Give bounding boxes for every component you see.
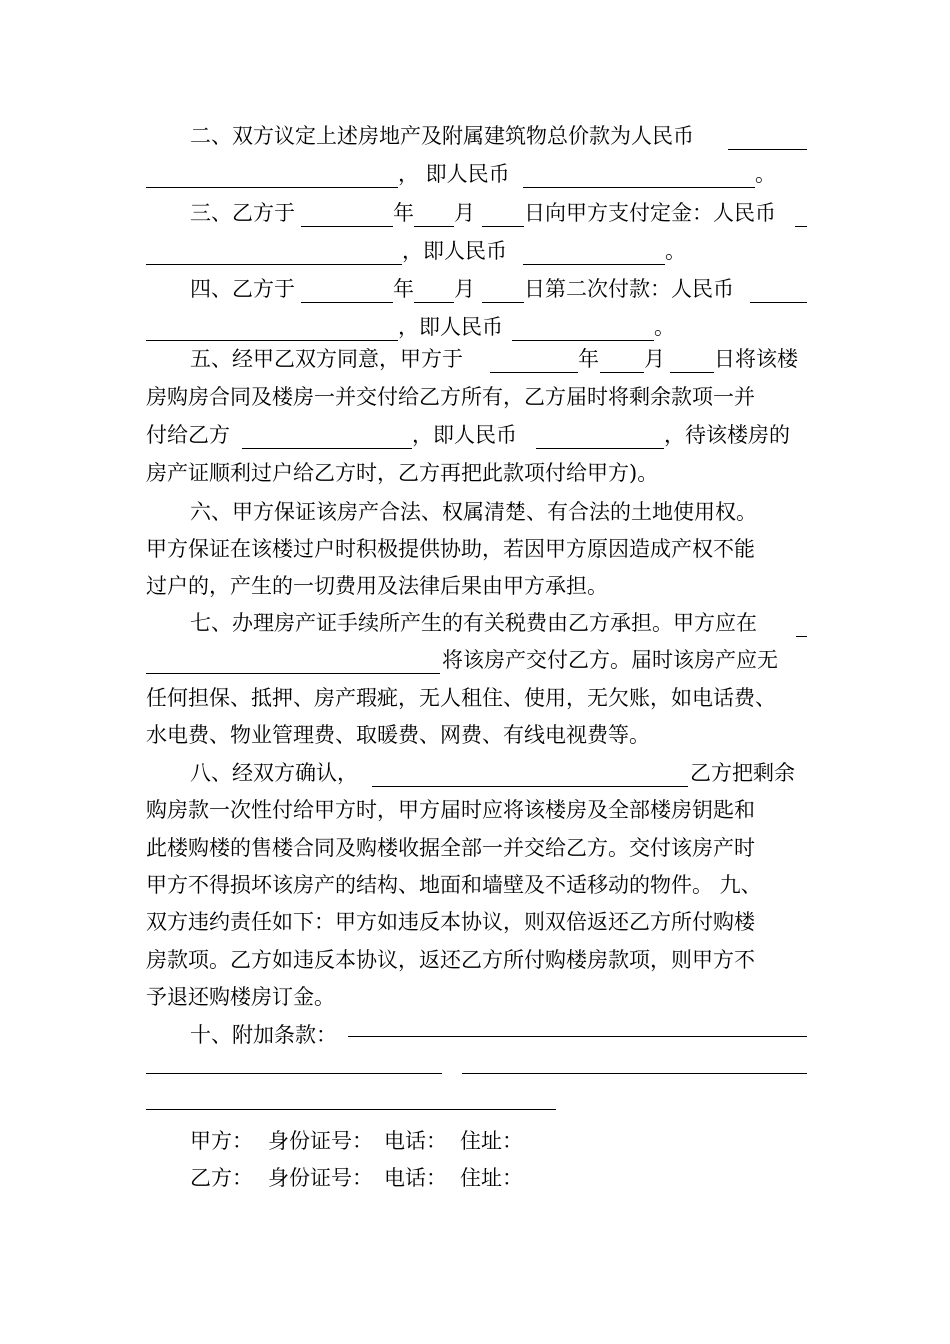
additional-terms-label: 十、附加条款： bbox=[190, 1023, 337, 1047]
year-label: 年 bbox=[393, 201, 414, 225]
price-blank bbox=[728, 149, 807, 150]
clause-8-text: 八、经双方确认， bbox=[190, 761, 358, 785]
clause-5-text-2: 日将该楼 bbox=[714, 347, 798, 371]
clause-8-line-4: 甲方不得损坏该房产的结构、地面和墙壁及不适移动的物件。 九、 bbox=[146, 873, 762, 897]
signature-row-party-b bbox=[0, 1159, 950, 1197]
address-label: 住址： bbox=[460, 1129, 523, 1153]
confirm-blank bbox=[372, 786, 688, 787]
day-blank bbox=[482, 226, 524, 227]
month-label: 月 bbox=[454, 277, 475, 301]
month-blank bbox=[600, 372, 644, 373]
month-label: 月 bbox=[454, 201, 475, 225]
clause-5-line-2: 房购房合同及楼房一并交付给乙方所有，乙方届时将剩余款项一并 bbox=[146, 385, 755, 409]
month-label: 月 bbox=[644, 347, 665, 371]
day-blank bbox=[482, 302, 524, 303]
clause-2-line-1: 二、双方议定上述房地产及附属建筑物总价款为人民币 bbox=[190, 124, 694, 148]
phone-label: 电话： bbox=[384, 1166, 447, 1190]
deposit-blank bbox=[795, 226, 807, 227]
clause-6-line-1: 六、甲方保证该房产合法、权属清楚、有合法的土地使用权。 bbox=[190, 500, 757, 524]
month-blank bbox=[414, 226, 454, 227]
rmb-blank bbox=[523, 264, 665, 265]
month-blank bbox=[414, 302, 454, 303]
deposit-blank-cont bbox=[146, 264, 402, 265]
clause-3-end: 。 bbox=[665, 239, 686, 263]
address-label: 住址： bbox=[460, 1166, 523, 1190]
additional-terms-blank-2 bbox=[146, 1073, 442, 1074]
clause-4-text-3: ，即人民币 bbox=[398, 315, 503, 339]
additional-terms-blank-4 bbox=[146, 1109, 556, 1110]
party-label: 甲方： bbox=[190, 1129, 253, 1153]
rmb-blank bbox=[523, 187, 755, 188]
clause-2-end: 。 bbox=[755, 162, 776, 186]
clause-4-text-2: 日第二次付款：人民币 bbox=[524, 277, 734, 301]
pay-blank bbox=[242, 448, 412, 449]
date-blank bbox=[796, 636, 807, 637]
clause-2-text: ， 即人民币 bbox=[398, 162, 510, 186]
party-label: 乙方： bbox=[190, 1166, 253, 1190]
additional-terms-blank-1 bbox=[348, 1036, 807, 1037]
id-number-label: 身份证号： bbox=[268, 1129, 373, 1153]
date-blank-cont bbox=[146, 673, 440, 674]
year-blank bbox=[301, 302, 393, 303]
clause-7-line-2: 将该房产交付乙方。届时该房产应无 bbox=[442, 648, 778, 672]
clause-8-line-3: 此楼购楼的售楼合同及购楼收据全部一并交给乙方。交付该房产时 bbox=[146, 836, 755, 860]
clause-5-text: 五、经甲乙双方同意，甲方于 bbox=[190, 347, 463, 371]
clause-7-line-4: 水电费、物业管理费、取暖费、网费、有线电视费等。 bbox=[146, 723, 650, 747]
clause-6-line-2: 甲方保证在该楼过户时积极提供协助，若因甲方原因造成产权不能 bbox=[146, 537, 755, 561]
clause-9-line-1: 双方违约责任如下：甲方如违反本协议，则双倍返还乙方所付购楼 bbox=[146, 910, 755, 934]
clause-3-text: 三、乙方于 bbox=[190, 201, 295, 225]
day-blank bbox=[670, 372, 714, 373]
id-number-label: 身份证号： bbox=[268, 1166, 373, 1190]
clause-4-text: 四、乙方于 bbox=[190, 277, 295, 301]
clause-8-line-2: 购房款一次性付给甲方时，甲方届时应将该楼房及全部楼房钥匙和 bbox=[146, 798, 755, 822]
signature-row-party-a bbox=[0, 1122, 950, 1160]
clause-5-text-4: ，即人民币 bbox=[412, 423, 517, 447]
year-blank bbox=[490, 372, 578, 373]
clause-7-line-3: 任何担保、抵押、房产瑕疵，无人租住、使用，无欠账，如电话费、 bbox=[146, 686, 776, 710]
price-blank-cont bbox=[146, 187, 398, 188]
payment-blank bbox=[750, 302, 807, 303]
clause-7-line-1: 七、办理房产证手续所产生的有关税费由乙方承担。甲方应在 bbox=[190, 611, 757, 635]
year-blank bbox=[301, 226, 393, 227]
year-label: 年 bbox=[578, 347, 599, 371]
clause-5-text-3: 付给乙方 bbox=[146, 423, 230, 447]
additional-terms-blank-3 bbox=[462, 1073, 807, 1074]
clause-6-line-3: 过户的，产生的一切费用及法律后果由甲方承担。 bbox=[146, 574, 608, 598]
clause-9-line-3: 予退还购楼房订金。 bbox=[146, 985, 335, 1009]
clause-3-text-3: ，即人民币 bbox=[402, 239, 507, 263]
clause-9-line-2: 房款项。乙方如违反本协议，返还乙方所付购楼房款项，则甲方不 bbox=[146, 948, 755, 972]
clause-8-text-2: 乙方把剩余 bbox=[690, 761, 795, 785]
clause-5-line-4: 房产证顺利过户给乙方时，乙方再把此款项付给甲方)。 bbox=[146, 461, 659, 485]
clause-4-end: 。 bbox=[654, 315, 675, 339]
clause-3-text-2: 日向甲方支付定金：人民币 bbox=[524, 201, 776, 225]
year-label: 年 bbox=[393, 277, 414, 301]
rmb-blank bbox=[536, 448, 664, 449]
phone-label: 电话： bbox=[384, 1129, 447, 1153]
clause-5-text-5: ，待该楼房的 bbox=[664, 423, 790, 447]
